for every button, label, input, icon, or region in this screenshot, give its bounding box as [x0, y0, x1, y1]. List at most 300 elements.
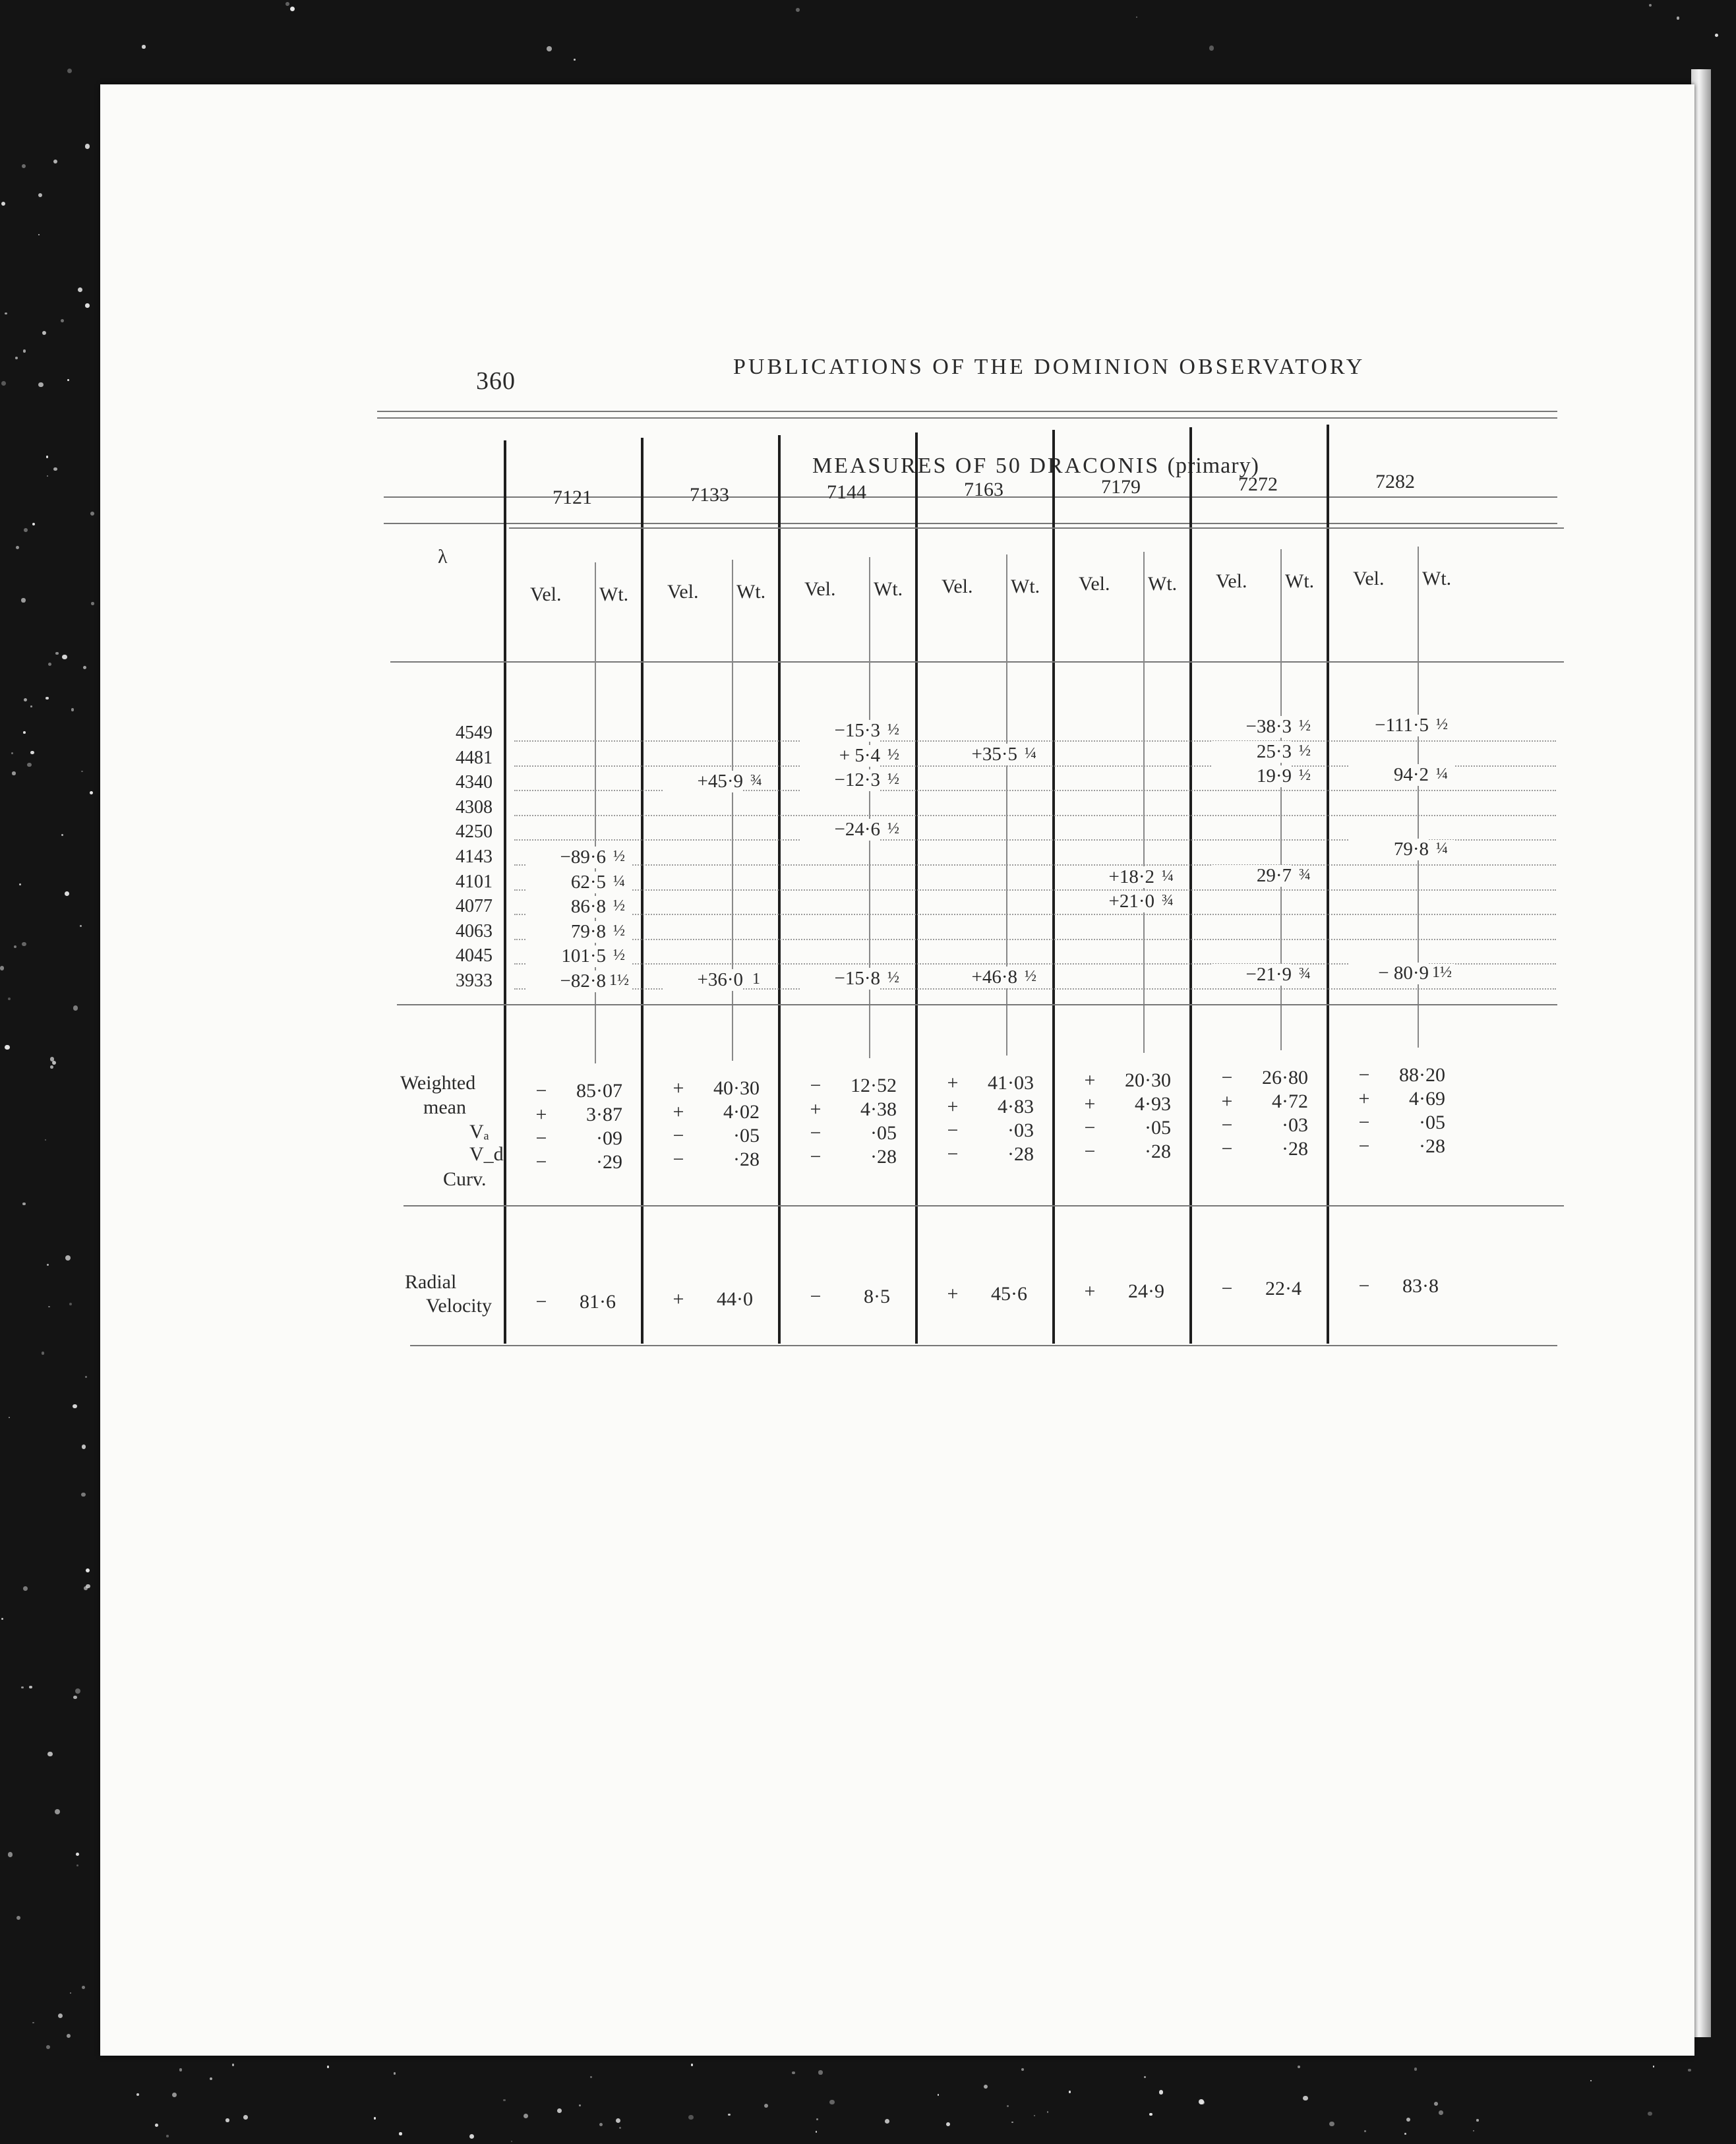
wt-7272-3933: ¾ — [1292, 965, 1318, 983]
background-speck — [938, 2094, 940, 2096]
background-speck — [469, 2134, 475, 2139]
background-speck — [1199, 2099, 1204, 2104]
background-speck — [71, 708, 74, 711]
page-number: 360 — [476, 367, 516, 395]
background-speck — [19, 883, 21, 885]
background-speck — [818, 2070, 822, 2074]
header-rule-2 — [377, 417, 1557, 419]
background-speck — [52, 1061, 56, 1065]
plate-header-7163: 7163 — [964, 479, 1003, 500]
background-speck — [557, 2108, 562, 2113]
sign-curv-7121: − — [535, 1151, 547, 1173]
background-speck — [210, 2077, 213, 2081]
background-speck — [21, 1686, 23, 1688]
vel-7272-4101: 29·7 — [1212, 865, 1292, 887]
background-speck — [29, 1686, 32, 1689]
vel-7282-4340: 94·2 — [1350, 764, 1429, 786]
value-mean-7179: 20·30 — [1125, 1069, 1171, 1091]
column-rule-5 — [1052, 430, 1055, 1344]
vel-7272-4549: −38·3 — [1212, 716, 1292, 738]
background-speck — [946, 2122, 950, 2126]
sign-curv-7272: − — [1221, 1138, 1233, 1160]
background-speck — [73, 1696, 76, 1699]
value-curv-7144: ·28 — [870, 1146, 897, 1168]
background-speck — [70, 1992, 71, 1994]
value-curv-7179: ·28 — [1145, 1141, 1171, 1162]
background-speck — [1, 381, 6, 386]
background-speck — [1209, 45, 1214, 50]
radial-value-7144: 8·5 — [864, 1286, 890, 1307]
vel-7163-4481: +35·5 — [938, 744, 1017, 765]
background-speck — [8, 1852, 13, 1857]
background-speck — [82, 1986, 85, 1989]
vel-subheader-7144: Vel. — [804, 578, 836, 600]
leader-row-4101 — [514, 889, 1556, 891]
wt-7144-4250: ½ — [880, 820, 907, 838]
background-speck — [243, 2115, 248, 2120]
background-speck — [524, 2114, 528, 2118]
background-speck — [1021, 2068, 1024, 2071]
background-speck — [285, 2, 289, 6]
radial-sign-7163: + — [947, 1283, 959, 1305]
background-speck — [616, 2118, 620, 2123]
background-speck — [688, 2115, 694, 2120]
background-speck — [1476, 2119, 1478, 2121]
background-speck — [46, 2045, 50, 2049]
value-va-7133: 4·02 — [723, 1101, 760, 1123]
background-speck — [85, 303, 90, 308]
lambda-4250: 4250 — [456, 821, 493, 843]
lambda-4549: 4549 — [456, 723, 493, 743]
background-speck — [1144, 2076, 1146, 2078]
wt-7272-4101: ¾ — [1292, 866, 1318, 884]
background-speck — [374, 2117, 376, 2120]
background-speck — [53, 467, 57, 471]
wt-7121-4143: ½ — [606, 848, 632, 866]
background-speck — [1136, 16, 1137, 18]
wt-subheader-7179: Wt. — [1148, 573, 1178, 595]
value-vd-7272: ·03 — [1282, 1114, 1308, 1136]
background-speck — [65, 1255, 71, 1261]
background-speck — [91, 602, 94, 605]
plate-header-7133: 7133 — [690, 484, 729, 506]
value-mean-7144: 12·52 — [851, 1075, 897, 1096]
document-page — [100, 84, 1694, 2056]
sign-vd-7144: − — [810, 1122, 822, 1144]
background-speck — [38, 193, 42, 197]
background-speck — [85, 1376, 87, 1378]
background-speck — [5, 1045, 10, 1050]
lambda-4101: 4101 — [456, 871, 493, 892]
background-speck — [1677, 16, 1680, 20]
value-vd-7133: ·05 — [733, 1125, 760, 1146]
background-speck — [1007, 2105, 1009, 2108]
wt-subheader-7272: Wt. — [1285, 570, 1315, 592]
radial-top-rule — [404, 1205, 1564, 1206]
background-speck — [75, 1688, 80, 1694]
background-speck — [0, 966, 4, 970]
background-speck — [45, 697, 49, 700]
background-speck — [21, 598, 25, 602]
background-speck — [796, 8, 800, 12]
sign-va-7163: + — [947, 1096, 959, 1117]
summary-label-1: mean — [423, 1096, 466, 1118]
wt-7282-3933: 1½ — [1429, 964, 1455, 982]
wt-7272-4549: ½ — [1292, 717, 1318, 735]
radial-sign-7144: − — [810, 1286, 822, 1307]
sign-mean-7272: − — [1221, 1067, 1233, 1088]
radial-value-7272: 22·4 — [1265, 1278, 1302, 1299]
background-speck — [22, 942, 26, 946]
plate-header-7144: 7144 — [827, 481, 866, 503]
background-speck — [1, 202, 5, 206]
column-rule-2 — [641, 438, 644, 1344]
background-speck — [1653, 2066, 1654, 2067]
value-va-7144: 4·38 — [860, 1098, 897, 1120]
summary-label-0: Weighted — [400, 1072, 476, 1094]
background-speck — [1011, 2122, 1013, 2123]
background-speck — [166, 2135, 169, 2137]
background-speck — [50, 1065, 53, 1069]
value-va-7121: 3·87 — [586, 1104, 622, 1125]
vel-7282-4549: −111·5 — [1350, 715, 1429, 736]
wt-7121-4063: ½ — [606, 922, 632, 940]
background-speck — [885, 2119, 889, 2124]
sign-vd-7282: − — [1358, 1112, 1370, 1133]
wt-subheader-7282: Wt. — [1422, 568, 1452, 589]
radial-value-7133: 44·0 — [717, 1288, 753, 1310]
background-speck — [76, 1853, 79, 1856]
background-speck — [179, 2068, 182, 2071]
radial-label-1: Radial — [405, 1271, 457, 1293]
background-speck — [792, 2071, 794, 2074]
background-speck — [155, 2124, 158, 2127]
radial-sign-7133: + — [673, 1288, 684, 1310]
wt-7121-4077: ½ — [606, 897, 632, 915]
lambda-4308: 4308 — [456, 796, 493, 818]
background-speck — [73, 1404, 76, 1408]
background-speck — [80, 925, 82, 927]
wt-7121-4101: ¼ — [606, 873, 632, 891]
wt-7282-4143: ¼ — [1429, 840, 1455, 858]
vel-7121-4045: 101·5 — [527, 945, 606, 967]
lambda-4340: 4340 — [456, 772, 493, 793]
background-speck — [1434, 2102, 1438, 2106]
radial-sign-7121: − — [535, 1291, 547, 1313]
background-speck — [24, 528, 28, 532]
sign-curv-7163: − — [947, 1143, 959, 1165]
wt-7282-4549: ½ — [1429, 716, 1455, 734]
background-speck — [46, 456, 49, 458]
wt-subheader-7121: Wt. — [599, 583, 629, 605]
background-speck — [78, 287, 82, 292]
lambda-4045: 4045 — [456, 945, 493, 967]
wt-7121-3933: 1½ — [606, 972, 632, 990]
background-speck — [503, 2099, 506, 2102]
background-speck — [16, 546, 19, 549]
background-speck — [599, 2123, 603, 2126]
background-speck — [142, 45, 145, 48]
radial-bottom-rule — [410, 1345, 1557, 1346]
value-va-7282: 4·69 — [1409, 1088, 1445, 1110]
background-speck — [136, 2093, 139, 2096]
vel-7144-4549: −15·3 — [801, 720, 880, 742]
background-speck — [90, 512, 94, 516]
background-speck — [69, 1303, 72, 1305]
vel-7121-4077: 86·8 — [527, 896, 606, 918]
wt-7144-4549: ½ — [880, 721, 907, 739]
vel-subheader-7163: Vel. — [942, 576, 973, 597]
background-speck — [9, 1417, 10, 1418]
vel-subheader-7272: Vel. — [1216, 570, 1247, 592]
plate-header-7121: 7121 — [553, 487, 592, 508]
background-speck — [579, 2104, 581, 2106]
lambda-3933: 3933 — [456, 970, 493, 991]
value-mean-7282: 88·20 — [1399, 1064, 1445, 1086]
value-mean-7272: 26·80 — [1262, 1067, 1308, 1088]
value-curv-7121: ·29 — [596, 1151, 622, 1173]
background-speck — [1149, 2113, 1152, 2116]
background-speck — [61, 834, 63, 836]
background-speck — [232, 2064, 234, 2066]
vel-subheader-7121: Vel. — [530, 583, 562, 605]
sign-mean-7121: − — [535, 1080, 547, 1102]
lambda-4481: 4481 — [456, 747, 493, 768]
background-speck — [619, 2127, 621, 2129]
background-speck — [816, 2131, 817, 2132]
subheader-rule — [390, 661, 1564, 663]
background-speck — [1047, 2111, 1049, 2113]
background-speck — [27, 763, 32, 767]
background-speck — [764, 2104, 768, 2108]
sign-va-7179: + — [1084, 1093, 1096, 1115]
table-title-main: MEASURES OF 50 DRACONIS — [812, 454, 1160, 478]
plate-header-rule — [509, 527, 1564, 529]
value-vd-7144: ·05 — [870, 1122, 897, 1144]
background-speck — [53, 160, 58, 164]
radial-value-7163: 45·6 — [991, 1283, 1027, 1305]
background-speck — [48, 1306, 50, 1308]
table-title-paren: (primary) — [1167, 454, 1259, 478]
background-speck — [32, 2022, 34, 2023]
vel-7179-4077: +21·0 — [1075, 891, 1154, 912]
sign-va-7121: + — [535, 1104, 547, 1125]
vel-7121-4101: 62·5 — [527, 872, 606, 893]
background-speck — [8, 998, 11, 1001]
sign-mean-7144: − — [810, 1075, 822, 1096]
background-speck — [83, 666, 86, 669]
radial-sign-7179: + — [1084, 1280, 1096, 1302]
background-speck — [47, 1752, 52, 1756]
background-speck — [816, 2118, 818, 2120]
column-rule-1 — [504, 440, 506, 1344]
vel-subheader-7282: Vel. — [1353, 568, 1385, 589]
background-speck — [984, 2085, 988, 2089]
value-mean-7133: 40·30 — [713, 1077, 760, 1099]
background-speck — [38, 234, 40, 235]
wt-7179-4077: ¾ — [1154, 892, 1181, 910]
background-speck — [12, 771, 16, 775]
value-curv-7272: ·28 — [1282, 1138, 1308, 1160]
vel-wt-divider-7179 — [1143, 552, 1145, 1053]
radial-value-7121: 81·6 — [580, 1291, 616, 1313]
radial-label-2: Velocity — [426, 1295, 492, 1317]
radial-sign-7272: − — [1221, 1278, 1233, 1299]
background-speck — [1034, 2115, 1035, 2116]
background-speck — [45, 1139, 46, 1141]
sign-mean-7133: + — [673, 1077, 684, 1099]
radial-value-7282: 83·8 — [1402, 1275, 1439, 1297]
background-speck — [84, 1586, 88, 1590]
background-speck — [590, 2076, 591, 2077]
wt-7144-4481: ½ — [880, 746, 907, 764]
value-vd-7121: ·09 — [596, 1127, 622, 1149]
background-speck — [76, 1864, 78, 1866]
vel-subheader-7179: Vel. — [1079, 573, 1110, 595]
background-speck — [394, 2072, 396, 2075]
lambda-4143: 4143 — [456, 847, 493, 867]
background-speck — [1404, 2133, 1406, 2135]
leader-row-4549 — [514, 740, 1556, 742]
wt-7133-3933: 1 — [743, 970, 769, 988]
background-speck — [55, 1809, 60, 1814]
background-speck — [61, 319, 64, 322]
value-vd-7282: ·05 — [1419, 1112, 1445, 1133]
leader-row-4308 — [514, 815, 1556, 816]
sign-mean-7163: + — [947, 1072, 959, 1094]
sign-va-7282: + — [1358, 1088, 1370, 1110]
background-speck — [23, 349, 26, 352]
background-speck — [5, 313, 7, 315]
vel-7133-3933: +36·0 — [664, 969, 743, 991]
background-speck — [65, 891, 69, 896]
background-speck — [48, 663, 51, 666]
vel-7272-4340: 19·9 — [1212, 765, 1292, 787]
vel-7121-4063: 79·8 — [527, 921, 606, 943]
background-speck — [30, 751, 34, 754]
background-speck — [1715, 34, 1718, 37]
vel-7163-3933: +46·8 — [938, 967, 1017, 988]
wt-7272-4340: ½ — [1292, 767, 1318, 785]
background-speck — [225, 2118, 229, 2122]
value-mean-7121: 85·07 — [576, 1080, 622, 1102]
vel-7144-4481: + 5·4 — [801, 745, 880, 767]
background-speck — [1649, 4, 1652, 7]
value-curv-7282: ·28 — [1419, 1135, 1445, 1157]
background-speck — [32, 523, 35, 525]
summary-label-2: Vₐ — [469, 1121, 489, 1143]
background-speck — [327, 2066, 329, 2068]
background-speck — [38, 382, 43, 387]
radial-sign-7282: − — [1358, 1275, 1370, 1297]
wt-7121-4045: ½ — [606, 947, 632, 965]
vel-7121-4143: −89·6 — [527, 847, 606, 868]
background-speck — [511, 2141, 512, 2142]
background-speck — [86, 1568, 90, 1572]
sign-mean-7179: + — [1084, 1069, 1096, 1091]
background-speck — [16, 1916, 20, 1920]
leader-row-4063 — [514, 939, 1556, 940]
background-speck — [290, 7, 295, 11]
vel-7133-4340: +45·9 — [664, 771, 743, 792]
running-head: PUBLICATIONS OF THE DOMINION OBSERVATORY — [733, 355, 1365, 379]
background-speck — [1688, 2069, 1691, 2072]
vel-7272-4481: 25·3 — [1212, 741, 1292, 763]
background-speck — [42, 331, 46, 335]
value-vd-7179: ·05 — [1145, 1117, 1171, 1139]
summary-label-3: V_d — [469, 1143, 504, 1165]
leader-row-4077 — [514, 914, 1556, 915]
wt-7272-4481: ½ — [1292, 742, 1318, 760]
background-speck — [691, 2064, 693, 2066]
value-va-7163: 4·83 — [998, 1096, 1034, 1117]
plate-header-7179: 7179 — [1101, 476, 1141, 498]
vel-subheader-7133: Vel. — [667, 581, 699, 603]
sign-va-7144: + — [810, 1098, 822, 1120]
background-speck — [14, 945, 16, 948]
column-rule-4 — [915, 432, 918, 1344]
background-speck — [1439, 2110, 1443, 2115]
background-speck — [50, 1057, 54, 1061]
background-speck — [90, 791, 93, 794]
background-speck — [42, 1352, 44, 1354]
background-speck — [15, 357, 18, 359]
background-speck — [47, 475, 48, 477]
background-speck — [574, 59, 575, 60]
background-speck — [1329, 2122, 1334, 2127]
leader-row-4143 — [514, 864, 1556, 866]
header-rule-1 — [377, 411, 1557, 412]
wt-subheader-7163: Wt. — [1011, 576, 1040, 597]
sign-va-7133: + — [673, 1101, 684, 1123]
wt-7179-4101: ¼ — [1154, 868, 1181, 885]
sign-vd-7179: − — [1084, 1117, 1096, 1139]
background-speck — [73, 1005, 78, 1010]
plate-header-7272: 7272 — [1238, 473, 1278, 495]
background-speck — [1, 1618, 3, 1620]
value-curv-7163: ·28 — [1007, 1143, 1034, 1165]
background-speck — [728, 2114, 730, 2116]
background-speck — [81, 1493, 85, 1497]
sign-va-7272: + — [1221, 1090, 1233, 1112]
background-speck — [47, 1264, 48, 1265]
background-speck — [22, 1203, 26, 1206]
background-speck — [1406, 2118, 1410, 2122]
background-speck — [81, 771, 82, 772]
value-va-7179: 4·93 — [1135, 1093, 1171, 1115]
background-speck — [829, 2100, 834, 2104]
sign-curv-7179: − — [1084, 1141, 1096, 1162]
background-speck — [547, 46, 552, 51]
background-speck — [399, 2132, 402, 2135]
background-speck — [22, 164, 26, 168]
sign-vd-7272: − — [1221, 1114, 1233, 1136]
background-speck — [23, 731, 26, 734]
sign-mean-7282: − — [1358, 1064, 1370, 1086]
value-mean-7163: 41·03 — [988, 1072, 1034, 1094]
background-speck — [172, 2093, 177, 2097]
lambda-header: λ — [438, 546, 448, 568]
background-speck — [67, 379, 70, 382]
sign-curv-7133: − — [673, 1148, 684, 1170]
summary-top-rule — [397, 1004, 1557, 1005]
sign-vd-7163: − — [947, 1119, 959, 1141]
vel-7121-3933: −82·8 — [527, 970, 606, 992]
background-speck — [1364, 2130, 1366, 2132]
background-speck — [1069, 2091, 1071, 2093]
vel-7282-3933: − 80·9 — [1350, 963, 1429, 984]
background-speck — [85, 144, 90, 148]
